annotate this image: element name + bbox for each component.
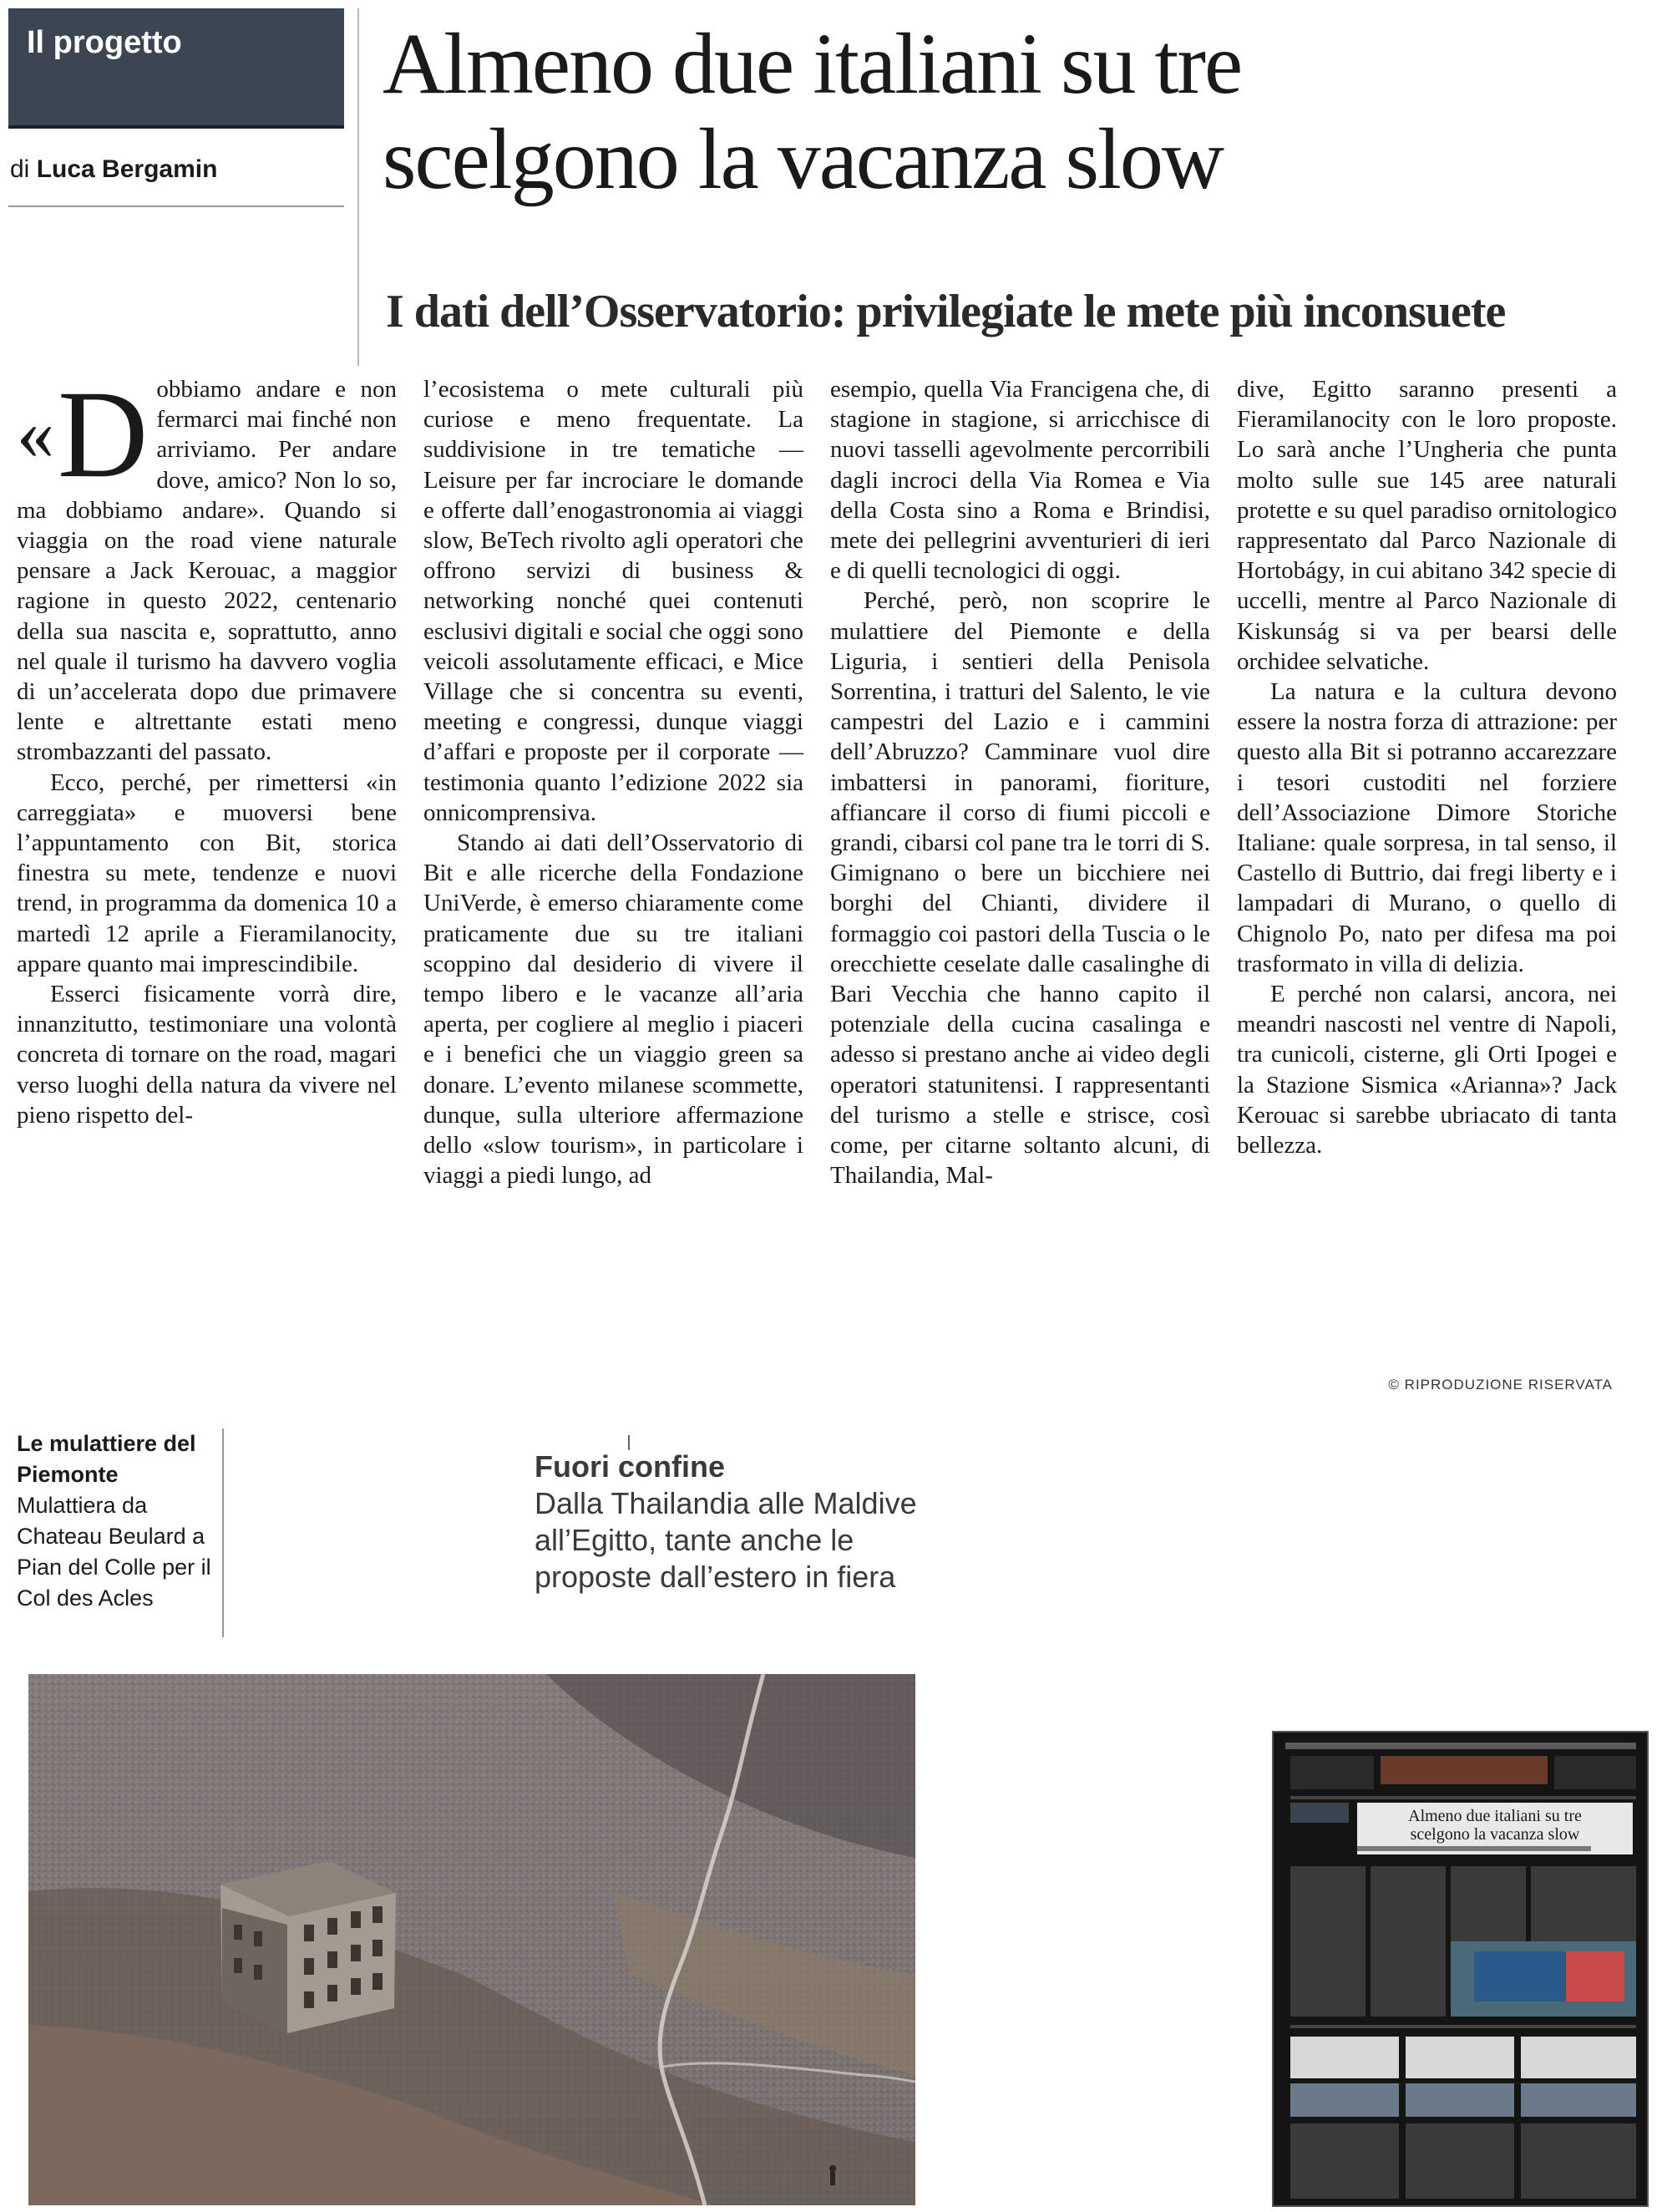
header-vertical-divider — [357, 8, 359, 366]
headline-line-2: scelgono la vacanza slow — [383, 111, 1224, 207]
headline-line-1: Almeno due italiani su tre — [383, 16, 1242, 112]
paragraph: La natura e la cultura devono essere la nostra forza di attrazione: per questo alla Bit si potranno accarezzare i tesori custoditi nel forziere dell’Associazione Dimore Storiche Italiane: quale sorpresa, in tal senso, il Castello di Buttrio, dai fregi liberty e i lampadari di Murano, o quello di Chignolo Po, nato per difesa ma poi trasformato in villa di delizia. — [1237, 678, 1617, 977]
dropcap — [17, 365, 149, 504]
paragraph: dive, Egitto saranno presenti a Fieramilanocity con le loro proposte. Lo sarà anche l’Ungheria che punta molto sulle sue 145 aree naturali protette e su quel paradiso ornitologico rappresentato dal Parco Nazionale di Hortobágy, in cui abitano 342 specie di uccelli, mentre al Parco Nazionale di Kiskunság si va per bearsi delle orchidee selvatiche. — [1237, 376, 1617, 675]
pullquote-text: Dalla Thailandia alle Maldive all’Egitto, tante anche le proposte dall’estero in fiera — [535, 1486, 917, 1594]
paragraph: Ecco, perché, per rimettersi «in carreggiata» e muoversi bene l’appuntamento con Bit, storica finestra su mete, tendenze e nuovi trend, in programma da domenica 10 a martedì 12 aprile a Fieramilanocity, appare quanto mai imprescindibile. — [17, 769, 397, 977]
thumbnail-headline-2: scelgono la vacanza slow — [1410, 1825, 1580, 1844]
photo-caption — [17, 1428, 217, 1614]
paragraph-text: obbiamo andare e non fermarci mai finché non arriviamo. Per andare dove, amico? Non lo so, ma dobbiamo andare». Quando si viaggia on the road viene naturale pensare a Jack Kerouac, a maggior ragione in questo 2022, centenario della sua nascita e, soprattutto, anno nel quale il turismo ha davvero voglia di un’accelerata dopo due primavere lente e altrettante estati meno strombazzanti del passato. — [17, 376, 397, 766]
copyright-notice: © RIPRODUZIONE RISERVATA — [1388, 1377, 1613, 1393]
subtitle: I dati dell’Osservatorio: privilegiate le mete più inconsuete — [386, 286, 1506, 337]
pullquote — [535, 1448, 969, 1596]
dropcap-letter: D — [58, 365, 149, 504]
mountain-photo — [28, 1674, 915, 2205]
paragraph: E perché non calarsi, ancora, nei meandri nascosti nel ventre di Napoli, tra cunicoli, cisterne, gli Orti Ipogei e la Stazione Sismica «Arianna»? Jack Kerouac si sarebbe ubriacato di tanta bellezza. — [1237, 981, 1617, 1159]
paragraph: Esserci fisicamente vorrà dire, innanzitutto, testimoniare una volontà concreta di tornare on the road, magari verso luoghi della natura da vivere nel pieno rispetto del- — [17, 981, 397, 1129]
article-column-2 — [423, 374, 803, 1190]
article-column-1 — [17, 365, 397, 1130]
paragraph — [17, 365, 397, 768]
thumbnail-headline-1: Almeno due italiani su tre — [1408, 1807, 1582, 1825]
byline — [10, 155, 344, 184]
byline-author: Luca Bergamin — [36, 155, 218, 183]
caption-text: Mulattiera da Chateau Beulard a Pian del Colle per il Col des Acles — [17, 1493, 211, 1611]
byline-divider — [8, 205, 344, 207]
dropcap-quote: « — [17, 393, 54, 475]
mountain-landscape-image — [28, 1674, 915, 2205]
page-thumbnail — [1272, 1731, 1649, 2207]
paragraph: l’ecosistema o mete culturali più curiose e meno frequentate. La suddivisione in tre tematiche — Leisure per far incrociare le domande e offerte dall’enogastronomia ai viaggi slow, BeTech rivolto agli operatori che offrono servizi di business & networking nonché quei contenuti esclusivi digitali e social che oggi sono veicoli assolutamente efficaci, e Mice Village che si concentra su eventi, meeting e congressi, dunque viaggi d’affari e proposte per il corporate — testimonia quanto l’edizione 2022 sia onnicomprensiva. — [423, 376, 803, 826]
pullquote-title: Fuori confine — [535, 1449, 725, 1484]
paragraph: Perché, però, non scoprire le mulattiere del Piemonte e della Liguria, i sentieri della Penisola Sorrentina, i tratturi del Salento, le vie campestri del Lazio e i cammini dell’Abruzzo? Camminare vuol dire imbattersi in panorami, fioriture, affiancare il corso di fiumi piccoli e grandi, cibarsi col pane tra le torri di S. Gimignano o bere un bicchiere nei borghi del Chianti, dividere il formaggio coi pastori della Tuscia o le orecchiette ceselate dalle casalinghe di Bari Vecchia che hanno capito il potenziale della cucina casalinga e adesso si prestano anche ai video degli operatori statunitensi. I rappresentanti del turismo a stelle e strisce, così come, per citarne soltanto alcuni, di Thailandia, Mal- — [830, 587, 1210, 1190]
newspaper-page-thumbnail-image — [1274, 1733, 1647, 2205]
paragraph: Stando ai dati dell’Osservatorio di Bit e alle ricerche della Fondazione UniVerde, è emerso chiaramente come praticamente due su tre italiani scoppino dal desiderio di vivere il tempo libero e le vacanze all’aria aperta, per cogliere al meglio i piaceri e i benefici che un viaggio green sa donare. L’evento milanese scommette, dunque, sulla ulteriore affermazione dello «slow tourism», in particolare i viaggi a piedi lungo, ad — [423, 830, 803, 1190]
paragraph: esempio, quella Via Francigena che, di stagione in stagione, si arricchisce di nuovi tasselli agevolmente percorribili dagli incroci della Via Romea e Via della Costa sino a Roma e Brindisi, mete dei pellegrini avventurieri di ieri e di quelli tecnologici di oggi. — [830, 376, 1210, 585]
byline-prefix: di — [10, 155, 30, 183]
article-column-3 — [830, 374, 1210, 1190]
headline — [383, 17, 1652, 207]
caption-title: Le mulattiere del Piemonte — [17, 1431, 196, 1487]
section-label-box — [8, 8, 344, 129]
article-column-4 — [1237, 374, 1617, 1160]
section-label: Il progetto — [27, 25, 182, 60]
caption-divider — [222, 1428, 224, 1637]
